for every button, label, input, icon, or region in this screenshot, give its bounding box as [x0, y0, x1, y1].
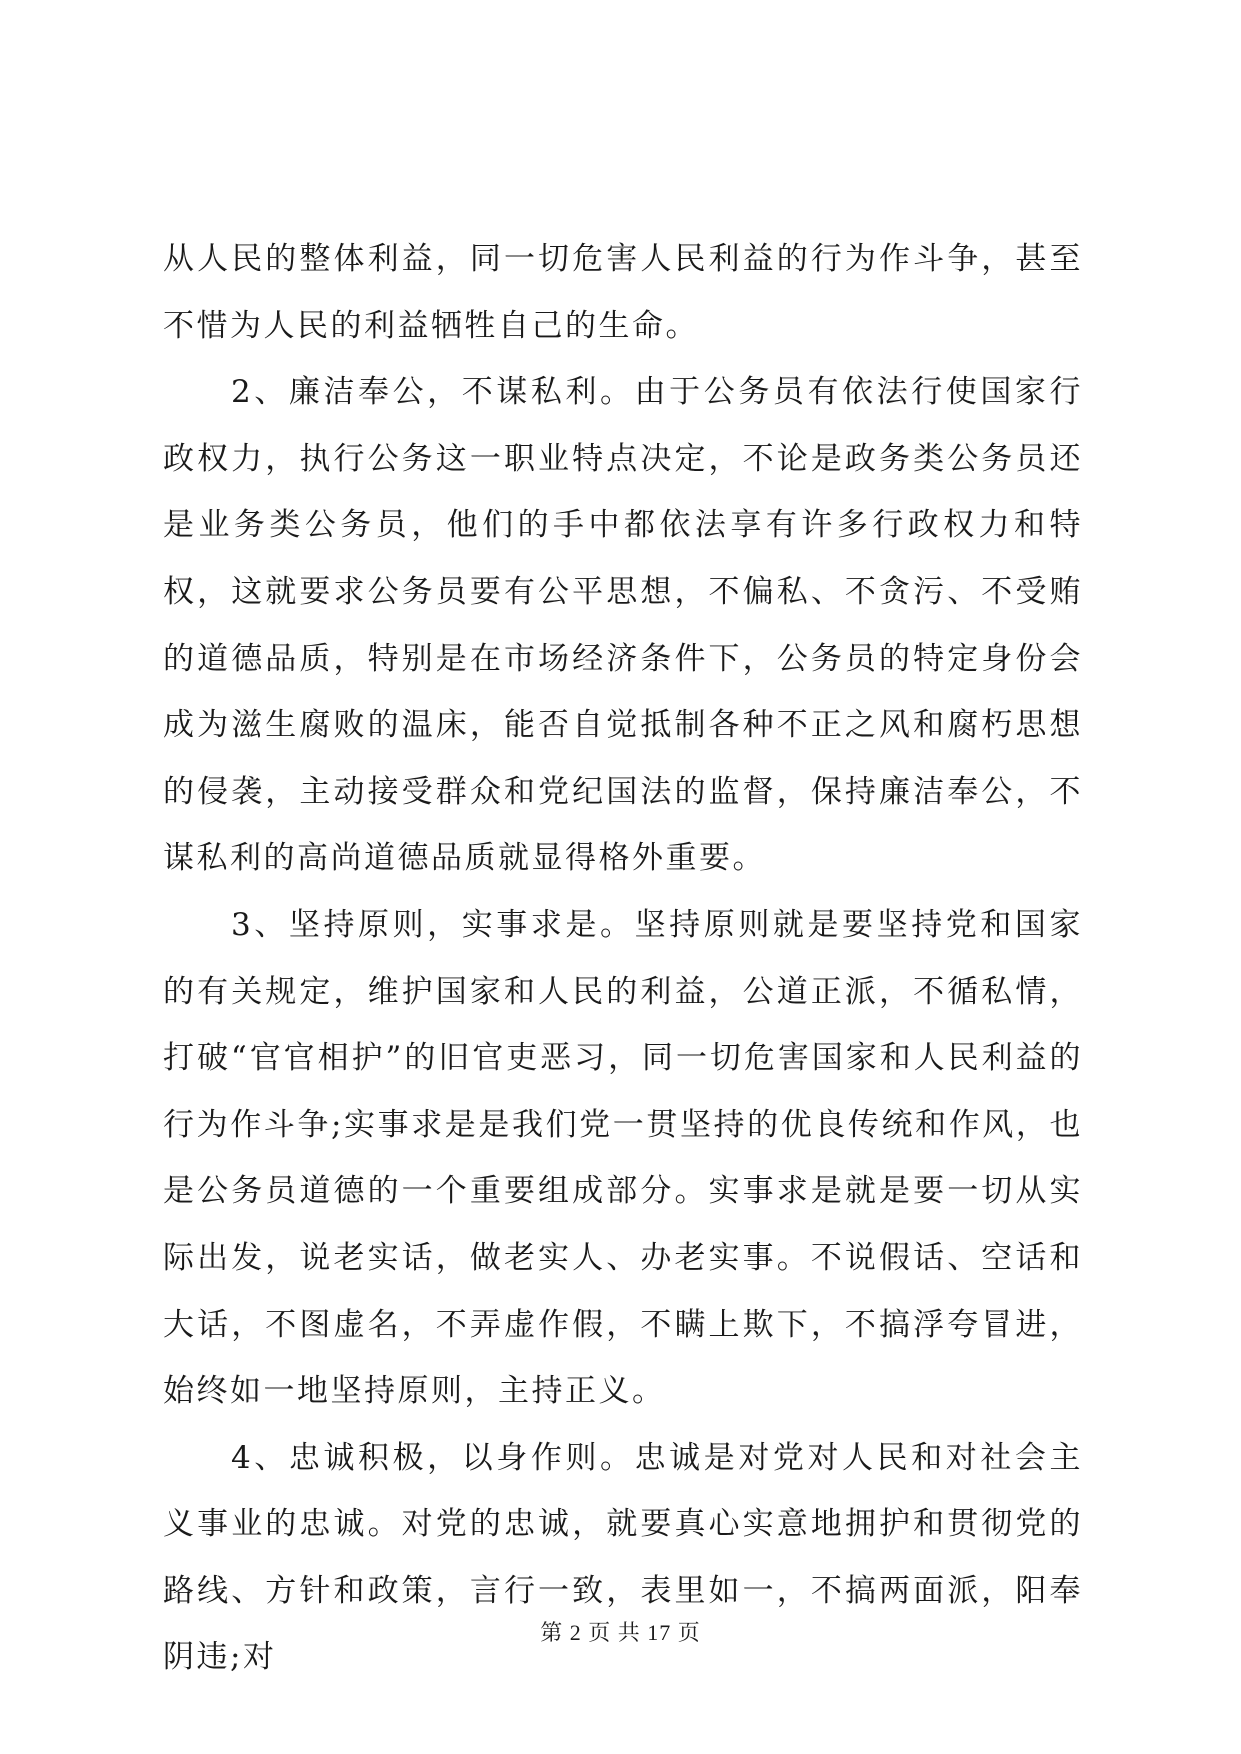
paragraph-2: 2、廉洁奉公，不谋私利。由于公务员有依法行使国家行政权力，执行公务这一职业特点决定，不论是政务类公务员还是业务类公务员，他们的手中都依法享有许多行政权力和特权，这就要求公务员要有公平思想，不偏私、不贪污、不受贿的道德品质，特别是在市场经济条件下，公务员的特定身份会成为滋生腐败的温床，能否自觉抵制各种不正之风和腐朽思想的侵袭，主动接受群众和党纪国法的监督，保持廉洁奉公，不谋私利的高尚道德品质就显得格外重要。: [163, 374, 1083, 877]
paragraph-continuation: 从人民的整体利益，同一切危害人民利益的行为作斗争，甚至不惜为人民的利益牺牲自己的生命。: [163, 241, 1083, 344]
document-body: [163, 226, 1083, 1691]
paragraph-3: 3、坚持原则，实事求是。坚持原则就是要坚持党和国家的有关规定，维护国家和人民的利益，公道正派，不循私情，打破“官官相护”的旧官吏恶习，同一切危害国家和人民利益的行为作斗争;实事求是是我们党一贯坚持的优良传统和作风，也是公务员道德的一个重要组成部分。实事求是就是要一切从实际出发，说老实话，做老实人、办老实事。不说假话、空话和大话，不图虚名，不弄虚作假，不瞒上欺下，不搞浮夸冒进，始终如一地坚持原则，主持正义。: [163, 906, 1083, 1410]
page-number-footer: 第 2 页 共 17 页: [540, 1620, 701, 1645]
paragraph-4: 4、忠诚积极，以身作则。忠诚是对党对人民和对社会主义事业的忠诚。对党的忠诚，就要真心实意地拥护和贯彻党的路线、方针和政策，言行一致，表里如一，不搞两面派，阳奉阴违;对: [163, 1439, 1083, 1676]
